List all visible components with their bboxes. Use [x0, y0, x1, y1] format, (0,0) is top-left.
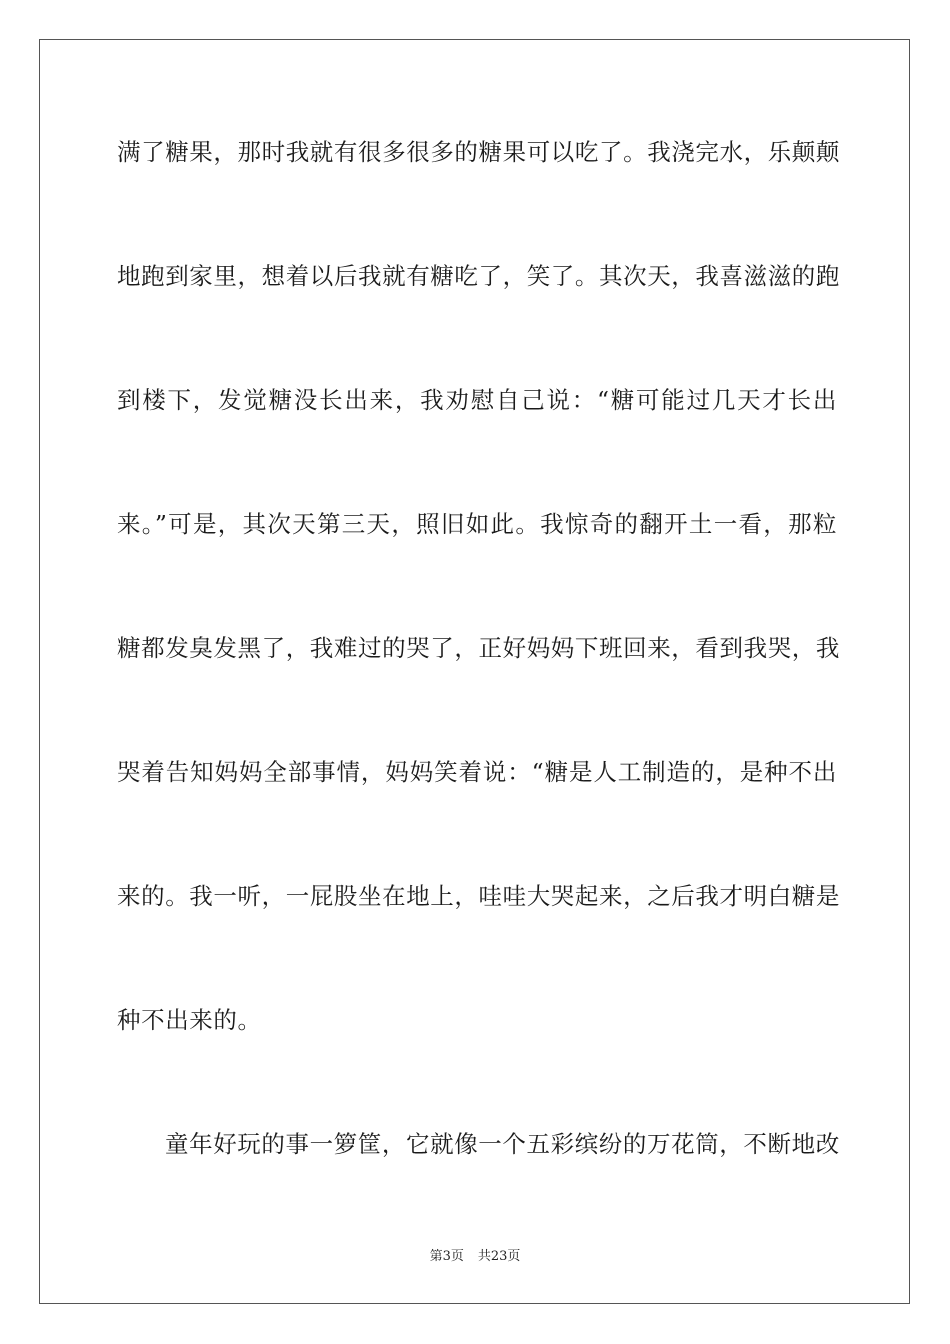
page-border: [39, 39, 910, 1304]
body-text-line-3: 到楼下，发觉糖没长出来，我劝慰自己说：“糖可能过几天才长出: [117, 386, 837, 414]
body-text-line-8: 种不出来的。: [117, 1006, 262, 1034]
body-text-line-2: 地跑到家里，想着以后我就有糖吃了，笑了。其次天，我喜滋滋的跑: [117, 262, 840, 290]
body-text-line-6: 哭着告知妈妈全部事情，妈妈笑着说：“糖是人工制造的，是种不出: [117, 758, 837, 786]
body-text-line-9: 童年好玩的事一箩筐，它就像一个五彩缤纷的万花筒，不断地改: [165, 1130, 840, 1158]
body-text-line-1: 满了糖果，那时我就有很多很多的糖果可以吃了。我浇完水，乐颠颠: [117, 138, 840, 166]
body-text-line-4: 来。”可是，其次天第三天，照旧如此。我惊奇的翻开土一看，那粒: [117, 510, 837, 538]
page-total: 共23页: [477, 1249, 521, 1264]
body-text-line-5: 糖都发臭发黑了，我难过的哭了，正好妈妈下班回来，看到我哭，我: [117, 634, 840, 662]
page-number: 第3页: [429, 1249, 464, 1264]
body-text-line-7: 来的。我一听，一屁股坐在地上，哇哇大哭起来，之后我才明白糖是: [117, 882, 840, 910]
page-footer: [0, 1248, 950, 1266]
